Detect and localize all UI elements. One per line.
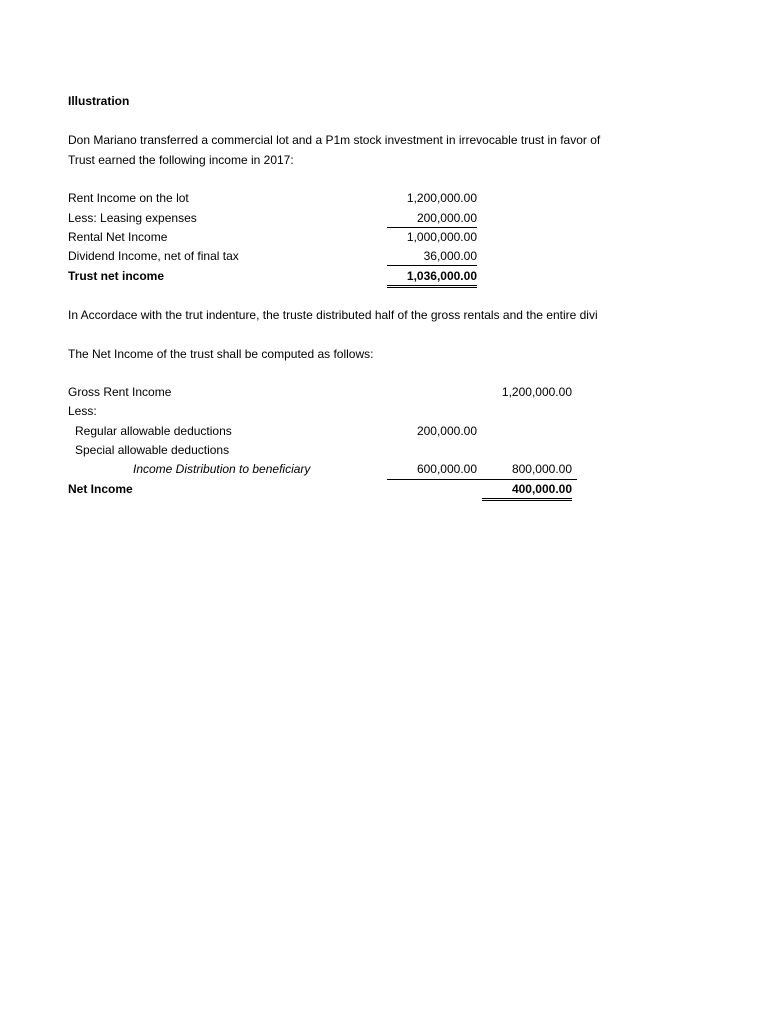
gross-rent-amount: 1,200,000.00 [501, 385, 572, 399]
income-row-label-dividend: Dividend Income, net of final tax [68, 249, 239, 263]
less-label: Less: [68, 404, 97, 418]
total-deductions-amount: 800,000.00 [511, 462, 572, 476]
income-row-amount-dividend: 36,000.00 [387, 248, 477, 266]
total-rule [387, 479, 577, 480]
net-income-label: Net Income [68, 482, 133, 496]
net-income-amount: 400,000.00 [482, 481, 572, 501]
income-row-amount-trust-net: 1,036,000.00 [387, 268, 477, 288]
regular-deductions-amount: 200,000.00 [416, 424, 477, 438]
intro-line-1: Don Mariano transferred a commercial lot and a P1m stock investment in irrevocable trust in favor of [68, 133, 601, 147]
page-title: Illustration [68, 94, 130, 108]
income-row-amount-rent: 1,200,000.00 [406, 191, 477, 205]
distribution-amount: 600,000.00 [416, 462, 477, 476]
distribution-note: In Accordace with the trut indenture, the truste distributed half of the gross rentals and the entire divi [68, 308, 598, 322]
special-deductions-label: Special allowable deductions [75, 443, 230, 457]
intro-line-2: Trust earned the following income in 2017: [68, 153, 294, 167]
distribution-label: Income Distribution to beneficiary [133, 462, 311, 476]
gross-rent-label: Gross Rent Income [68, 385, 172, 399]
regular-deductions-label: Regular allowable deductions [75, 424, 232, 438]
income-row-label-trust-net: Trust net income [68, 269, 165, 283]
income-row-label-rental-net: Rental Net Income [68, 230, 168, 244]
income-row-amount-rental-net: 1,000,000.00 [406, 230, 477, 244]
income-row-amount-leasing: 200,000.00 [387, 210, 477, 228]
income-row-label-rent: Rent Income on the lot [68, 191, 189, 205]
computation-intro: The Net Income of the trust shall be computed as follows: [68, 347, 374, 361]
income-row-label-leasing: Less: Leasing expenses [68, 211, 197, 225]
